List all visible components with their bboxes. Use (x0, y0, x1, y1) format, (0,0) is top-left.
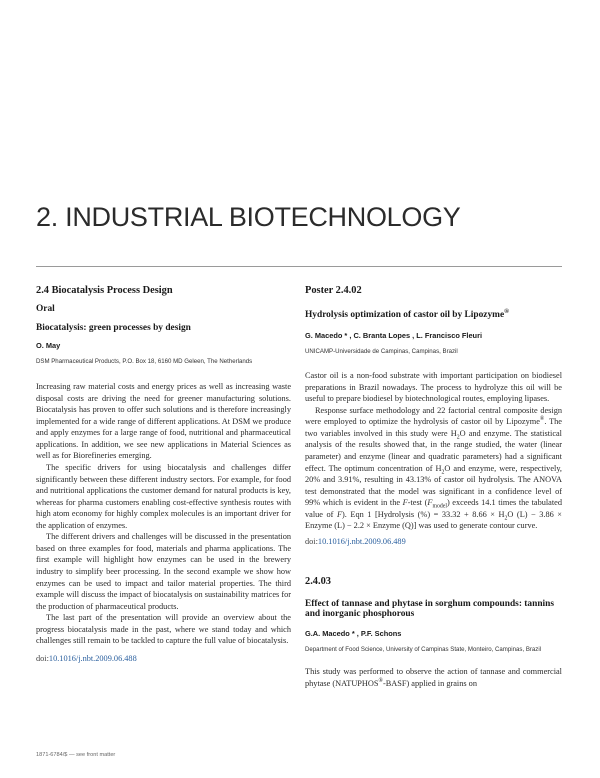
presentation-type: Oral (36, 304, 55, 314)
next-abstract-body (305, 666, 562, 689)
paragraph: Castor oil is a non-food substrate with important participation on biodiesel preparations in Brazil nowadays. The process to hydrolyze this oil will be useful to prepare biodiesel by biotechnological routes, employing lipases. (305, 371, 562, 404)
paragraph: This study was performed to observe the action of tannase and commercial phytase (NATUPHOS®-BASF) applied in grains on (305, 667, 562, 688)
doi-link[interactable]: 10.1016/j.nbt.2009.06.488 (48, 653, 137, 663)
doi-link[interactable]: 10.1016/j.nbt.2009.06.489 (317, 536, 406, 546)
paragraph: Response surface methodology and 22 factorial central composite design were employed to optimize the hydrolysis of castor oil by Lipozyme®. The two variables involved in this study were $H_2O$ and enzyme. The statistical analysis of the results showed that, in the range studied, the water (linear parameter) and enzyme (linear and quadratic parameters) had a significant effect. The optimum concentration of $H_2O$ and enzyme, were, respectively, 20% and 3.91%, resulting in 43.13% of castor oil hydrolysis. The ANOVA test demonstrated that the model was significant in a confidence level of 99% which is evident in the F-test $(F_{model})$ exceeds 14.1 times the tabulated value of F). Eqn 1 [Hydrolysis (%) = $33.32 + 8.66 \times H_2O$ (L) − 3.86 × Enzyme (L) − 2.2 × Enzyme (Q)] was used to generate contour curve. (305, 405, 562, 531)
abstract-title: Biocatalysis: green processes by design (36, 323, 191, 333)
abstract-affiliation: UNICAMP-Universidade de Campinas, Campinas, Brazil (305, 348, 458, 355)
section-title: 2. INDUSTRIAL BIOTECHNOLOGY (36, 202, 461, 232)
registered-mark: ® (504, 307, 510, 315)
paragraph: The last part of the presentation will provide an overview about the progress biocatalysis made in the past, where we stand today and which challenges still remain to be tackled to capture the full value of biocatalysis. (36, 613, 291, 646)
section-divider (36, 266, 562, 267)
footer-note: 1871-6784/$ — see front matter (36, 752, 116, 758)
abstract-authors: G. Macedo * , C. Branta Lopes , L. Francisco Fleuri (305, 331, 483, 340)
paragraph: The specific drivers for using biocatalysis and challenges differ significantly between these different industry sectors. For example, for food and nutritional applications the customer demand for natural products is key, whereas for pharma customers enabling cost-effective synthesis routes with high atom economy for highly complex molecules is an important driver for the application of enzymes. (36, 463, 291, 530)
abstract-affiliation: DSM Pharmaceutical Products, P.O. Box 18, 6160 MD Geleen, The Netherlands (36, 358, 253, 365)
poster-label: Poster 2.4.02 (305, 285, 362, 296)
section-heading: 2.4 Biocatalysis Process Design (36, 285, 173, 296)
next-abstract-affiliation: Department of Food Science, University of Campinas State, Monteiro, Campinas, Brazil (305, 645, 542, 653)
right-column (305, 285, 562, 689)
doi-prefix: doi: (36, 653, 49, 663)
next-abstract-label: 2.4.03 (305, 575, 331, 587)
left-column (36, 285, 291, 663)
doi-line (305, 537, 562, 546)
abstract-author: O. May (36, 341, 61, 350)
doi-prefix: doi: (305, 536, 318, 546)
abstract-body (36, 381, 291, 647)
doi-line (36, 654, 291, 663)
abstract-title: Hydrolysis optimization of castor oil by Lipozyme® (305, 307, 510, 320)
abstract-body (305, 370, 562, 532)
next-abstract-title: Effect of tannase and phytase in sorghum compounds: tannins and inorganic phosphorous (305, 598, 555, 619)
paragraph: The different drivers and challenges will be discussed in the presentation based on three examples for food, materials and pharma applications. The first example will highlight how enzymes can be used in the brewery industry to simplify beer processing. In the second example we show how enzymes can be used to impact and tailor material properties. The third example will discuss the impact of biocatalysis on sustainability matrices for the production of pharmaceutical products. (36, 532, 291, 611)
next-abstract-authors: G.A. Macedo * , P.F. Schons (305, 628, 402, 638)
paragraph: Increasing raw material costs and energy prices as well as increasing waste disposal costs are driving the need for greener manufacturing solutions. Biocatalysis has proven to offer such solutions and is therefore increasingly implemented for a wide range of different applications. At DSM we produce and apply enzymes for a large range of food, nutritional and pharmaceutical applications. In addition, we see new applications in Material Sciences as well as for Biorefineries emerging. (36, 382, 291, 461)
